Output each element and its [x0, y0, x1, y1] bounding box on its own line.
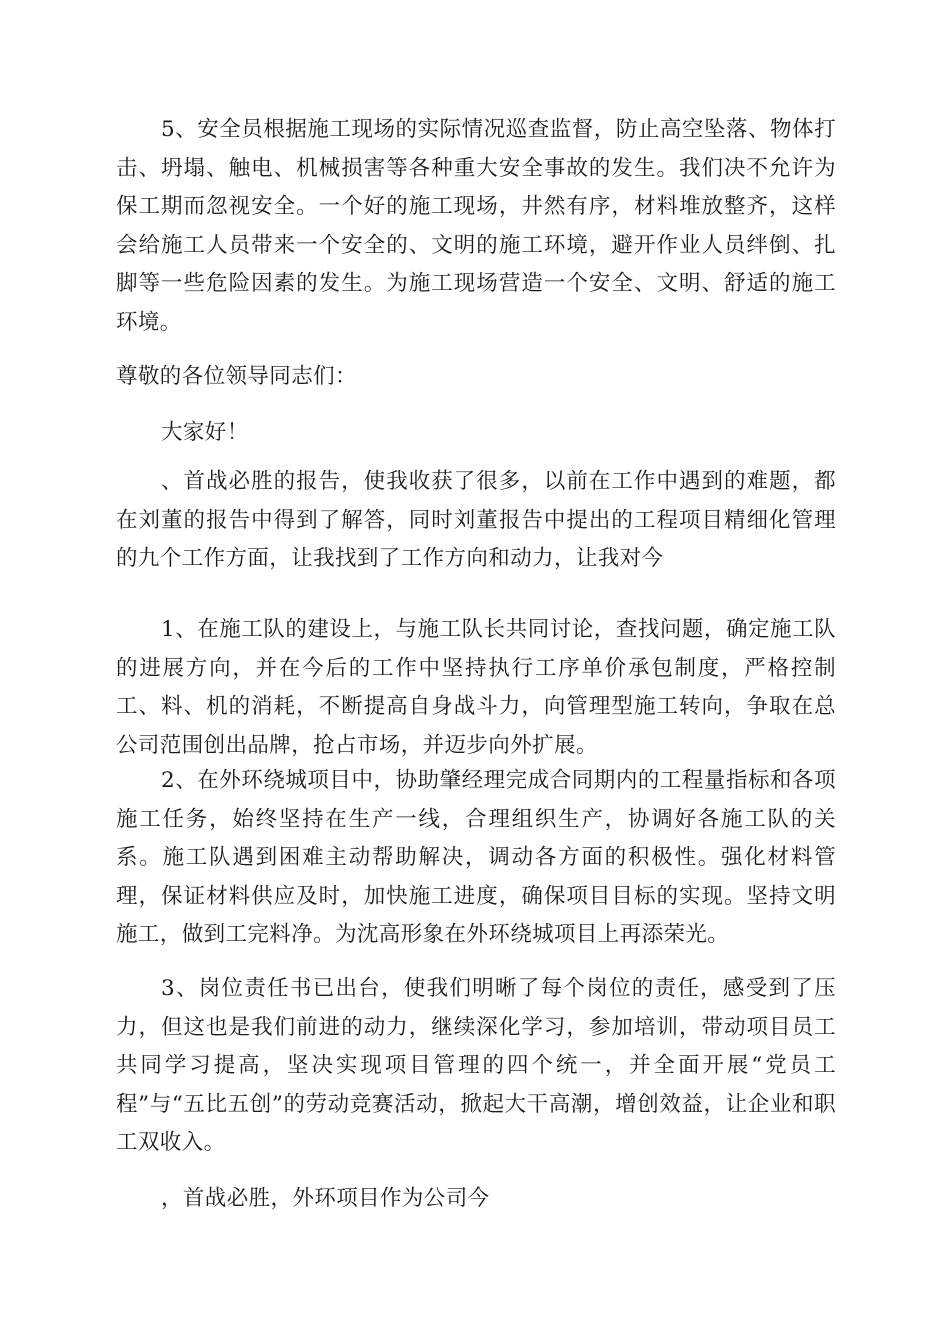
paragraph-closing-fragment: ，首战必胜，外环项目作为公司今 [161, 1186, 490, 1211]
paragraph-report-intro: 、首战必胜的报告，使我收获了很多，以前在工作中遇到的难题，都在刘董的报告中得到了解答，同时刘董报告中提出的工程项目精细化管理的九个工作方面，让我找到了工作方向和动力，让我对今 [116, 469, 836, 571]
paragraph-point-1: 1、在施工队的建设上，与施工队长共同讨论，查找问题，确定施工队的进展方向，并在今后的工作中坚持执行工序单价承包制度，严格控制工、料、机的消耗，不断提高自身战斗力，向管理型施工转向，争取在总公司范围创出品牌，抢占市场，并迈步向外扩展。 [116, 617, 836, 758]
paragraph-point-2: 2、在外环绕城项目中，协助肇经理完成合同期内的工程量指标和各项施工任务，始终坚持在生产一线，合理组织生产，协调好各施工队的关系。施工队遇到困难主动帮助解决，调动各方面的积极性。强化材料管理，保证材料供应及时，加快施工进度，确保项目目标的实现。坚持文明施工，做到工完料净。为沈高形象在外环绕城项目上再添荣光。 [116, 768, 836, 947]
paragraph-salutation: 尊敬的各位领导同志们： [116, 364, 357, 389]
paragraph-safety-officer: 5、安全员根据施工现场的实际情况巡查监督，防止高空坠落、物体打击、坍塌、触电、机械损害等各种重大安全事故的发生。我们决不允许为保工期而忽视安全。一个好的施工现场，井然有序，材料堆放整齐，这样会给施工人员带来一个安全的、文明的施工环境，避开作业人员绊倒、扎脚等一些危险因素的发生。为施工现场营造一个安全、文明、舒适的施工环境。 [116, 117, 836, 335]
paragraph-greeting: 大家好！ [161, 420, 249, 445]
paragraph-point-3: 3、岗位责任书已出台，使我们明晰了每个岗位的责任，感受到了压力，但这也是我们前进的动力，继续深化学习，参加培训，带动项目员工共同学习提高，坚决实现项目管理的四个统一，并全面开展“党员工程”与“五比五创”的劳动竞赛活动，掀起大干高潮，增创效益，让企业和职工双收入。 [116, 976, 836, 1155]
